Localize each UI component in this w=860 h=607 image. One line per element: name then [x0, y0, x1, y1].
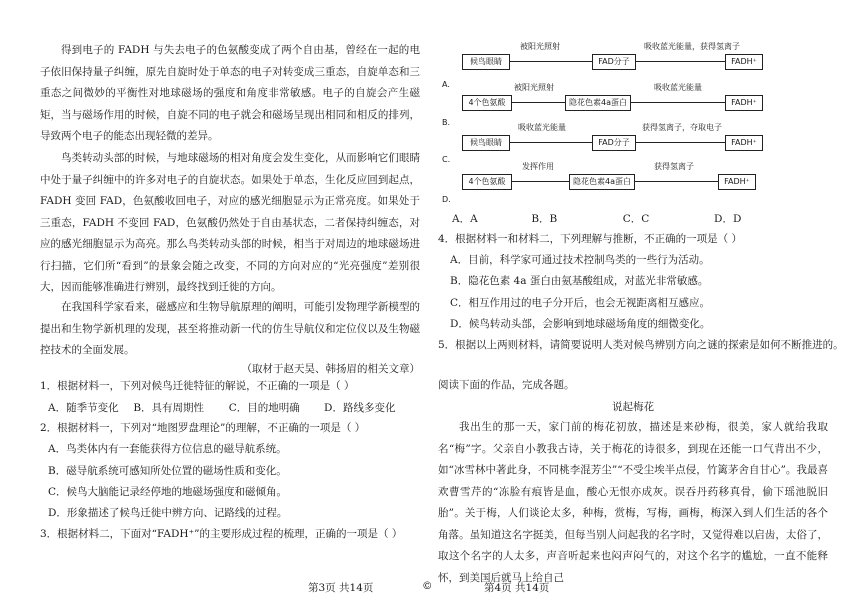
diagram-b-label-1: 被阳光照射 — [514, 83, 554, 92]
copyright-symbol: © — [422, 580, 433, 592]
passage-paragraph-1: 得到电子的 FADH 与失去电子的色氨酸变成了两个自由基，曾经在一起的电子依旧保持量子纠缠，原先自旋时处于单态的电子对转变成三重态，自旋单态和三重态之间微妙的平衡性对地球磁场的强度和角度非常敏感。电子的自旋会产生磁矩，当与磁场作用的时候，自旋不同的电子就会和磁场呈现出相同和相反的排列，导致两个电子的能态出现轻微的差异。 — [40, 44, 420, 142]
story-paragraph: 我出生的那一天，家门前的梅花初放，描述是来砂梅，很美，家人就给我取名“梅”字。父亲自小教我古诗，关于梅花的诗很多，到现在还能一口气背出不少，如“冰雪林中著此身，不同桃李混芳尘”“不受尘埃半点侵，竹篱茅舍自甘心”。我最喜欢曹雪芹的“冻脸有痕皆是血，酸心无恨亦成灰。误吞丹药移真骨，偷下瑶池脱旧胎”。关于梅，人们谈论太多，种梅，赏梅，写梅，画梅，梅深入到人们生活的各个角落。虽知道这名字挺美，但每当别人问起我的名字时，又觉得难以启齿，太俗了，取这个名字的人太多，声音听起来也闷声闷气的，对这个名字的尴尬，一直不能释怀，到美国后就马上给自己 — [438, 421, 828, 584]
q3-option-c[interactable]: C．C — [622, 213, 650, 225]
passage-source: （取材于赵天昊、韩扬眉的相关文章） — [241, 363, 420, 375]
diagram-a-box-2: FAD分子 — [592, 54, 636, 70]
diagram-d-line-1 — [511, 181, 569, 182]
diagram-d-box-2: 隐花色素4a蛋白 — [569, 174, 635, 190]
diagram-a-label-1: 被阳光照射 — [520, 42, 560, 51]
q2-option-b[interactable]: B．磁导航系统可感知所处位置的磁场性质和变化。 — [48, 465, 287, 477]
diagram-c-label-2: 获得氢离子，夺取电子 — [642, 123, 722, 132]
diagram-c-box-2: FAD分子 — [592, 135, 636, 151]
reading-instruction: 阅读下面的作品，完成各题。 — [438, 379, 575, 391]
diagram-c-letter: C. — [442, 155, 451, 164]
diagram-a[interactable] — [462, 42, 762, 74]
q3-option-d[interactable]: D．D — [714, 213, 742, 225]
page-footer-left: 第3页 共14页 — [308, 582, 374, 594]
diagram-a-line-2 — [635, 61, 725, 62]
q4-option-d[interactable]: D．候鸟转动头部，会影响到地球磁场角度的细微变化。 — [450, 318, 711, 330]
passage-paragraph-3: 在我国科学家看来，磁感应和生物导航原理的阐明，可能引发物理学新模型的提出和生物学新机理的发现，甚至将推动新一代的仿生导航仪和定位仪以及生物磁控技术的全面发展。 — [40, 301, 420, 356]
question-3-options — [452, 211, 741, 226]
q4-option-a[interactable]: A．目前，科学家可通过技术控制鸟类的一些行为活动。 — [450, 254, 710, 266]
diagram-b[interactable] — [462, 83, 762, 115]
diagram-b-box-3: FADH⁺ — [725, 95, 763, 111]
q3-option-b[interactable]: B．B — [531, 213, 558, 225]
diagram-c-line-2 — [635, 142, 725, 143]
diagram-a-line-1 — [509, 61, 592, 62]
q1-option-a[interactable]: A．随季节变化 — [48, 402, 119, 414]
q3-option-a[interactable]: A．A — [452, 213, 478, 225]
diagram-d-letter: D. — [442, 195, 451, 204]
diagram-a-box-1: 候鸟眼睛 — [462, 54, 510, 70]
diagram-a-label-2: 吸收蓝光能量，获得氢离子 — [644, 42, 740, 51]
q2-option-c[interactable]: C．候鸟大脑能记录经停地的地磁场强度和磁倾角。 — [48, 486, 288, 498]
q1-option-d[interactable]: D．路线多变化 — [324, 402, 396, 414]
page-footer-right: 第4页 共14页 — [484, 582, 550, 594]
diagram-a-letter: A. — [442, 80, 450, 89]
diagram-c-box-3: FADH⁺ — [725, 135, 763, 151]
question-1-options — [48, 400, 395, 415]
diagram-b-label-2: 吸收蓝光能量 — [654, 83, 702, 92]
q4-option-c[interactable]: C．相互作用过的电子分开后，也会无视距离相互感应。 — [450, 297, 711, 309]
q2-option-d[interactable]: D．形象描述了候鸟迁徙中辨方向、记路线的过程。 — [48, 507, 288, 519]
story-title: 说起梅花 — [612, 401, 654, 413]
diagram-b-line-1 — [511, 102, 565, 103]
diagram-d-box-3: FADH⁺ — [718, 174, 756, 190]
passage-paragraph-2: 鸟类转动头部的时候，与地球磁场的相对角度会发生变化，从而影响它们眼睛中处于量子纠缠中的许多对电子的自旋状态。如果处于单态，生化反应回到起点，FADH 变回 FAD，色氨酸收回电子，对应的感光细胞显示为正常亮度。如果处于三重态，FADH 不变回 FAD，色氨酸仍然处于自由基状态，二者保持纠缠态，对应的感光细胞显示为高亮。那么鸟类转动头部的时候，相当于对周边的地球磁场进行扫描，它们所“看到”的景象会随之改变，不同的方向对应的“光亮强度”差别很大，因而能够准确进行辨别，最终找到迁徙的方向。 — [40, 152, 420, 293]
diagram-d-line-2 — [634, 181, 718, 182]
question-5: 5．根据以上两则材料，请简要说明人类对候鸟辨别方向之谜的探索是如何不断推进的。 — [438, 339, 844, 351]
diagram-b-box-2: 隐花色素4a蛋白 — [565, 95, 631, 111]
question-2: 2．根据材料一，下列对“地图罗盘理论”的理解，不正确的一项是（ ） — [40, 422, 366, 434]
diagram-b-box-1: 4个色氨酸 — [462, 95, 512, 111]
diagram-d-label-2: 获得氢离子 — [654, 162, 694, 171]
diagram-b-letter: B. — [442, 118, 451, 127]
diagram-d[interactable] — [462, 162, 762, 194]
q1-option-b[interactable]: B．具有周期性 — [133, 402, 205, 414]
diagram-c[interactable] — [462, 123, 762, 155]
diagram-c-line-1 — [509, 142, 592, 143]
diagram-b-line-2 — [630, 102, 725, 103]
diagram-d-box-1: 4个色氨酸 — [462, 174, 512, 190]
q2-option-a[interactable]: A．鸟类体内有一套能获得方位信息的磁导航系统。 — [48, 443, 287, 455]
question-3: 3．根据材料二，下面对“FADH⁺”的主要形成过程的梳理，正确的一项是（ ） — [40, 528, 403, 540]
q1-option-c[interactable]: C．目的地明确 — [228, 402, 300, 414]
diagram-c-box-1: 候鸟眼睛 — [462, 135, 510, 151]
question-1: 1．根据材料一，下列对候鸟迁徙特征的解说，不正确的一项是（ ） — [40, 380, 355, 392]
q4-option-b[interactable]: B．隐花色素 4a 蛋白由氨基酸组成，对蓝光非常敏感。 — [450, 275, 709, 287]
question-4: 4．根据材料一和材料二，下列理解与推断，不正确的一项是（ ） — [438, 233, 743, 245]
diagram-a-box-3: FADH⁺ — [725, 54, 763, 70]
diagram-c-label-1: 吸收蓝光能量 — [518, 123, 566, 132]
diagram-d-label-1: 发挥作用 — [522, 162, 554, 171]
